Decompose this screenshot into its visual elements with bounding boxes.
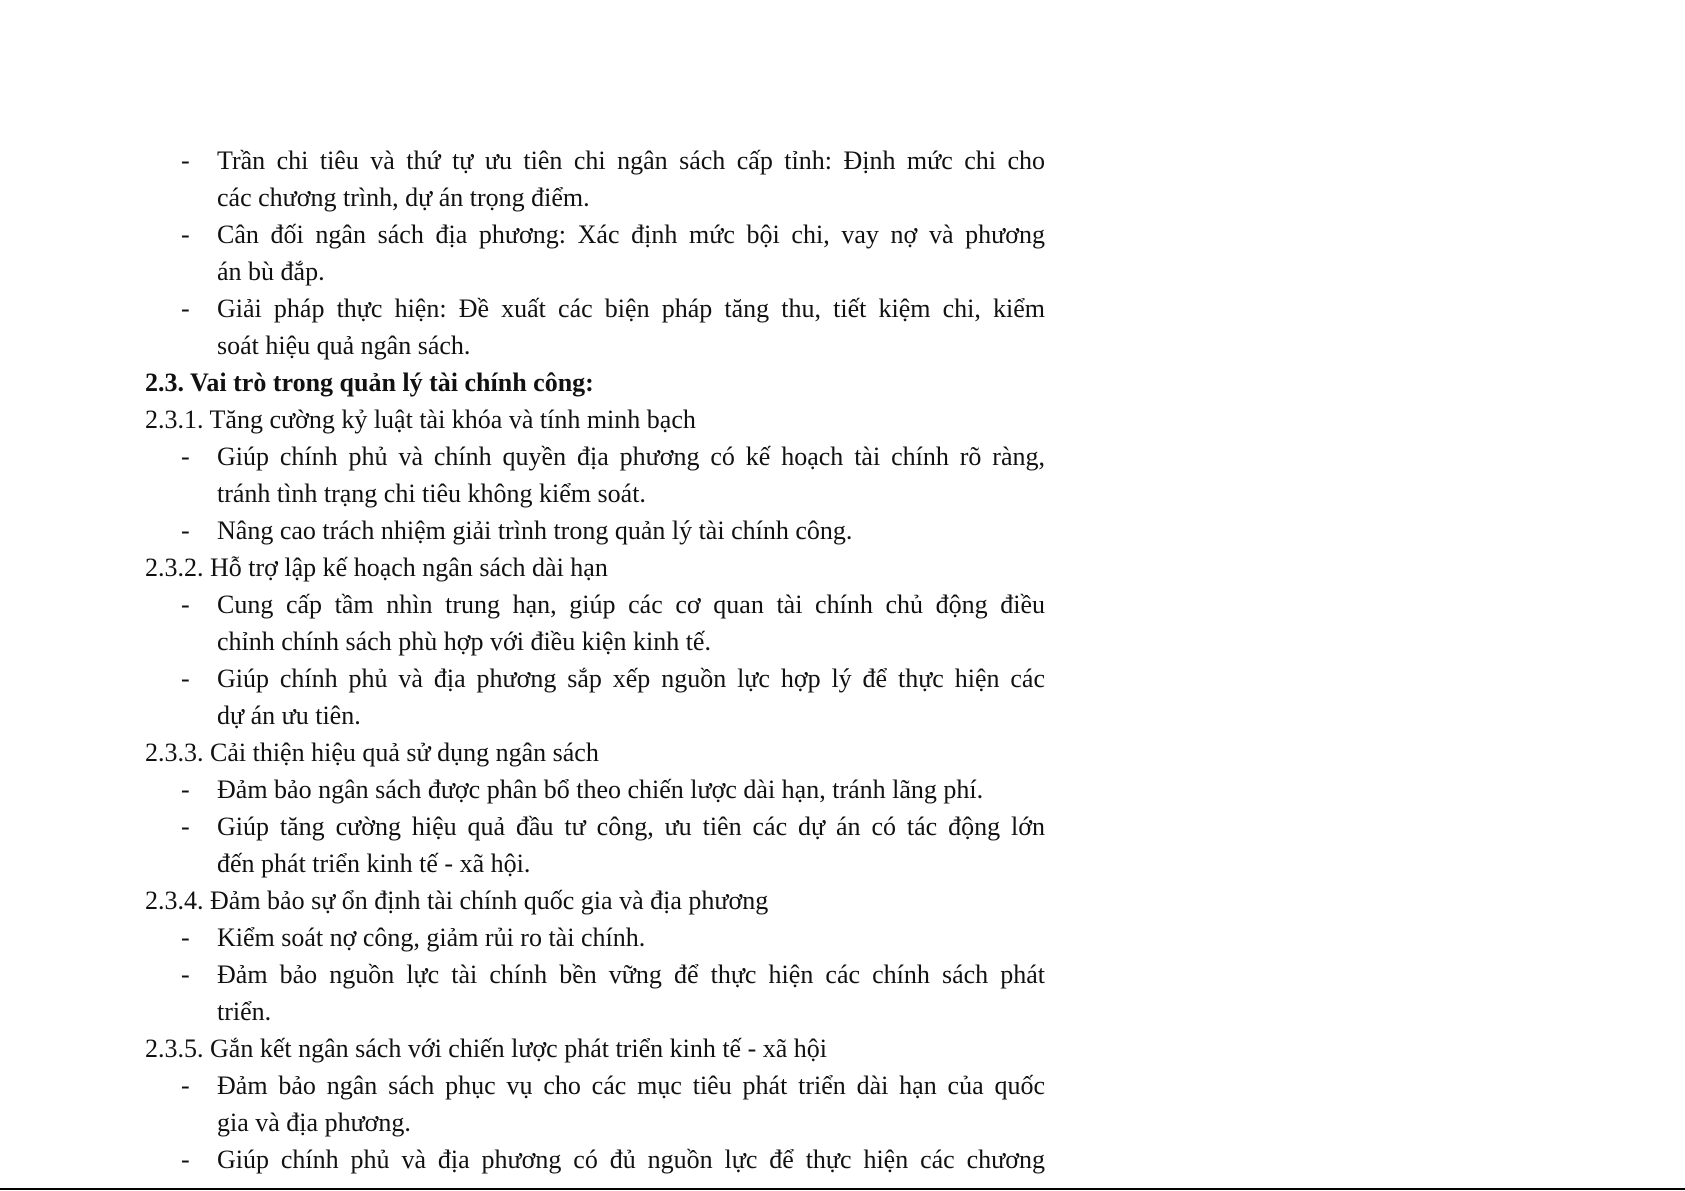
section-heading: 2.3. Vai trò trong quản lý tài chính công: (145, 368, 594, 397)
bullet-text: Giải pháp thực hiện: Đề xuất các biện pháp tăng thu, tiết kiệm chi, kiểm (217, 294, 1045, 323)
bullet-dash: - (181, 812, 190, 841)
bullet-text: Giúp chính phủ và chính quyền địa phương có kế hoạch tài chính rõ ràng, (217, 442, 1045, 471)
subsection-title: 2.3.1. Tăng cường kỷ luật tài khóa và tính minh bạch (145, 405, 696, 434)
bullet-dash: - (181, 442, 190, 471)
bullet-text: Cung cấp tầm nhìn trung hạn, giúp các cơ quan tài chính chủ động điều (217, 590, 1045, 619)
bullet-text: Kiểm soát nợ công, giảm rủi ro tài chính. (217, 923, 646, 952)
bullet-dash: - (181, 1145, 190, 1174)
bullet-text: Giúp chính phủ và địa phương có đủ nguồn lực để thực hiện các chương (217, 1145, 1045, 1174)
bullet-continuation: dự án ưu tiên. (217, 701, 361, 730)
bullet-item (145, 512, 1045, 549)
bullet-dash: - (181, 516, 190, 545)
bullet-text: Đảm bảo nguồn lực tài chính bền vững để thực hiện các chính sách phát (217, 960, 1045, 989)
bullet-item (145, 808, 1045, 845)
bullet-continuation: đến phát triển kinh tế - xã hội. (217, 849, 531, 878)
bullet-item (145, 660, 1045, 697)
document-content (145, 142, 1045, 1178)
bullet-continuation: các chương trình, dự án trọng điểm. (217, 183, 590, 212)
bullet-continuation: tránh tình trạng chi tiêu không kiểm soát. (217, 479, 646, 508)
bullet-text: Nâng cao trách nhiệm giải trình trong quản lý tài chính công. (217, 516, 853, 545)
bullet-continuation: triển. (217, 997, 272, 1026)
bullet-dash: - (181, 590, 190, 619)
bullet-item (145, 956, 1045, 993)
bullet-text: Cân đối ngân sách địa phương: Xác định mức bội chi, vay nợ và phương (217, 220, 1045, 249)
bullet-dash: - (181, 146, 190, 175)
bullet-text: Đảm bảo ngân sách phục vụ cho các mục tiêu phát triển dài hạn của quốc (217, 1071, 1045, 1100)
subsection-title: 2.3.2. Hỗ trợ lập kế hoạch ngân sách dài hạn (145, 553, 608, 582)
bullet-dash: - (181, 664, 190, 693)
bullet-text: Trần chi tiêu và thứ tự ưu tiên chi ngân sách cấp tỉnh: Định mức chi cho (217, 146, 1045, 175)
bullet-item (145, 1141, 1045, 1178)
bullet-dash: - (181, 294, 190, 323)
bullet-item (145, 216, 1045, 253)
bullet-continuation: soát hiệu quả ngân sách. (217, 331, 471, 360)
bullet-continuation: gia và địa phương. (217, 1108, 411, 1137)
subsection-title: 2.3.3. Cải thiện hiệu quả sử dụng ngân sách (145, 738, 599, 767)
bullet-dash: - (181, 960, 190, 989)
bullet-dash: - (181, 1071, 190, 1100)
bullet-text: Đảm bảo ngân sách được phân bổ theo chiến lược dài hạn, tránh lãng phí. (217, 775, 984, 804)
bullet-item (145, 586, 1045, 623)
bullet-item (145, 1067, 1045, 1104)
bullet-dash: - (181, 923, 190, 952)
bullet-item (145, 919, 1045, 956)
bullet-dash: - (181, 220, 190, 249)
bullet-item (145, 438, 1045, 475)
bullet-text: Giúp tăng cường hiệu quả đầu tư công, ưu tiên các dự án có tác động lớn (217, 812, 1045, 841)
bullet-item (145, 142, 1045, 179)
bullet-dash: - (181, 775, 190, 804)
page-bottom-rule (0, 1188, 1685, 1190)
bullet-text: Giúp chính phủ và địa phương sắp xếp nguồn lực hợp lý để thực hiện các (217, 664, 1045, 693)
bullet-item (145, 771, 1045, 808)
bullet-continuation: chỉnh chính sách phù hợp với điều kiện kinh tế. (217, 627, 711, 656)
bullet-item (145, 290, 1045, 327)
subsection-title: 2.3.4. Đảm bảo sự ổn định tài chính quốc gia và địa phương (145, 886, 769, 915)
subsection-title: 2.3.5. Gắn kết ngân sách với chiến lược phát triển kinh tế - xã hội (145, 1034, 828, 1063)
bullet-continuation: án bù đắp. (217, 257, 325, 286)
